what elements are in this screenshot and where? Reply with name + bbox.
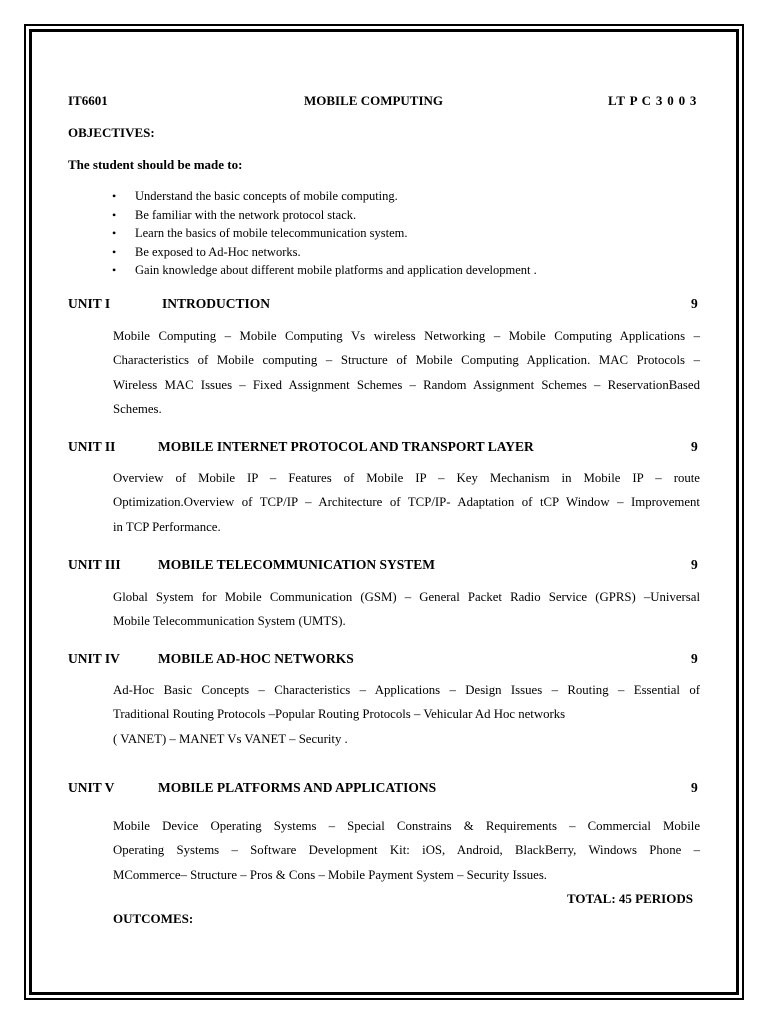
unit-1-description [113,324,700,422]
unit-2-hours: 9 [691,439,698,454]
unit-5-description [113,814,700,887]
unit-1-line: Characteristics of Mobile computing – Structure of Mobile Computing Application. MAC Protocols – [113,353,700,368]
unit-5-line: Operating Systems – Software Development Kit: iOS, Android, BlackBerry, Windows Phone – [113,843,700,858]
outcomes-heading: OUTCOMES: [113,911,194,926]
objectives-intro: The student should be made to: [68,157,243,172]
unit-2-label: UNIT II [68,439,116,454]
list-item: • Learn the basics of mobile telecommunication system. [112,224,537,243]
unit-4-label: UNIT IV [68,651,120,666]
bullet-icon: • [112,207,117,222]
objectives-list [112,187,537,280]
unit-5-line: MCommerce– Structure – Pros & Cons – Mobile Payment System – Security Issues. [113,867,547,882]
unit-2-title: MOBILE INTERNET PROTOCOL AND TRANSPORT LAYER [158,439,534,454]
total-periods: TOTAL: 45 PERIODS [567,891,693,906]
unit-4-line: Ad-Hoc Basic Concepts – Characteristics – Applications – Design Issues – Routing – Essential of [113,683,700,697]
unit-4-line: Traditional Routing Protocols –Popular Routing Protocols – Vehicular Ad Hoc networks [113,707,566,722]
unit-5-label: UNIT V [68,780,115,795]
bullet-icon: • [112,263,117,278]
unit-1-line: Wireless MAC Issues – Fixed Assignment Schemes – Random Assignment Schemes – ReservationBased [113,377,700,392]
unit-2-line: in TCP Performance. [113,519,221,534]
course-title: MOBILE COMPUTING [304,93,444,108]
unit-4-line: ( VANET) – MANET Vs VANET – Security . [113,731,348,746]
unit-5-line: Mobile Device Operating Systems – Special Constrains & Requirements – Commercial Mobile [113,819,700,833]
bullet-icon: • [112,226,117,241]
list-item: • Understand the basic concepts of mobile computing. [112,187,537,206]
unit-4-description [113,678,700,751]
unit-1-hours: 9 [691,296,698,311]
unit-1-label: UNIT I [68,296,111,311]
unit-2-line: Optimization.Overview of TCP/IP – Architecture of TCP/IP- Adaptation of tCP Window – Improvement [113,495,700,510]
ltpc-credits: LT P C 3 0 0 3 [608,93,698,108]
unit-1-title: INTRODUCTION [162,296,271,311]
unit-3-title: MOBILE TELECOMMUNICATION SYSTEM [158,557,436,572]
course-code: IT6601 [68,93,108,108]
objectives-heading: OBJECTIVES: [68,125,155,140]
unit-3-description [113,585,700,634]
unit-4-hours: 9 [691,651,698,666]
unit-2-description [113,466,700,539]
unit-4-title: MOBILE AD-HOC NETWORKS [158,651,354,666]
bullet-icon: • [112,244,117,259]
list-item: • Be exposed to Ad-Hoc networks. [112,243,537,262]
bullet-icon: • [112,189,117,203]
unit-3-label: UNIT III [68,557,121,572]
list-item: • Gain knowledge about different mobile platforms and application development . [112,261,537,280]
unit-1-line: Schemes. [113,402,162,417]
unit-5-title: MOBILE PLATFORMS AND APPLICATIONS [158,780,437,795]
unit-2-line: Overview of Mobile IP – Features of Mobile IP – Key Mechanism in Mobile IP – route [113,471,700,485]
unit-3-line: Global System for Mobile Communication (GSM) – General Packet Radio Service (GPRS) –Universal [113,590,700,604]
unit-3-line: Mobile Telecommunication System (UMTS). [113,614,346,629]
unit-1-line: Mobile Computing – Mobile Computing Vs wireless Networking – Mobile Computing Applications – [113,329,700,343]
unit-3-hours: 9 [691,557,698,572]
unit-5-hours: 9 [691,780,698,795]
list-item: • Be familiar with the network protocol stack. [112,206,537,225]
